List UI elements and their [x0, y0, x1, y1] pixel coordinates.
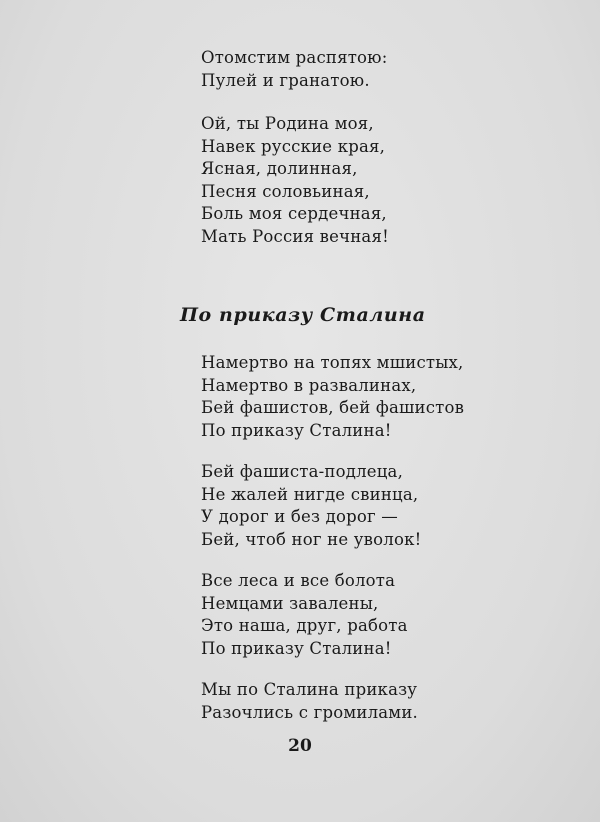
- verse-line: По приказу Сталина!: [201, 420, 392, 440]
- verse-line: Бей фашиста-подлеца,: [201, 462, 404, 481]
- verse-line: Бей фашистов, бей фашистов: [201, 398, 465, 417]
- verse-line: Мы по Сталина приказу: [201, 680, 418, 699]
- stanza: [201, 352, 464, 442]
- verse-line: Намертво на топях мшистых,: [201, 353, 464, 372]
- stanza: [201, 113, 389, 248]
- verse-line: Мать Россия вечная!: [201, 226, 389, 246]
- verse-line: Это наша, друг, работа: [201, 616, 408, 635]
- page-number: 20: [288, 736, 312, 756]
- verse-line: Пулей и гранатою.: [201, 70, 370, 90]
- verse-line: По приказу Сталина!: [201, 638, 392, 658]
- verse-line: Ой, ты Родина моя,: [201, 114, 374, 133]
- verse-line: Навек русские края,: [201, 136, 386, 156]
- verse-line: Бей, чтоб ног не уволок!: [201, 529, 422, 549]
- verse-line: Не жалей нигде свинца,: [201, 484, 419, 504]
- poem-title: По приказу Сталина: [180, 304, 426, 326]
- stanza: [201, 461, 421, 551]
- verse-line: Намертво в развалинах,: [201, 375, 417, 395]
- verse-line: Боль моя сердечная,: [201, 204, 387, 223]
- verse-line: Все леса и все болота: [201, 571, 396, 590]
- verse-line: У дорог и без дорог —: [201, 507, 399, 526]
- stanza: [201, 679, 418, 724]
- verse-line: Разочлись с громилами.: [201, 702, 418, 722]
- verse-line: Немцами завалены,: [201, 593, 379, 613]
- verse-line: Отомстим распятою:: [201, 48, 388, 67]
- verse-line: Песня соловьиная,: [201, 181, 370, 201]
- stanza: [201, 570, 408, 660]
- stanza: [201, 47, 388, 92]
- verse-line: Ясная, долинная,: [201, 159, 358, 178]
